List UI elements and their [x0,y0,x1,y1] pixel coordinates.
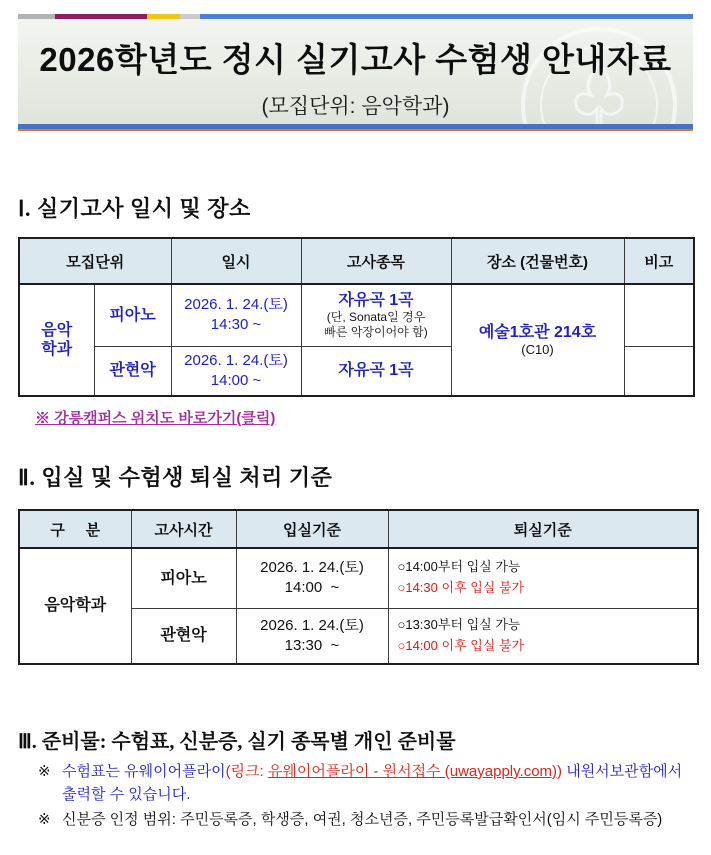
campus-map-link[interactable]: ※ 강릉캠퍼스 위치도 바로가기(클릭) [35,410,276,427]
note-cell-orchestra [624,346,694,396]
section2-heading: Ⅱ. 입실 및 수험생 퇴실 처리 기준 [18,465,333,490]
dept-cell2: 음악학과 [19,548,131,664]
page-title: 2026학년도 정시 실기고사 수험생 안내자료 [39,41,672,78]
venue-cell: 예술1호관 214호 (C10) [451,284,624,396]
id-card-note [38,809,703,832]
datetime-cell-orchestra: 2026. 1. 24.(토) 14:00 ~ [171,346,301,396]
col-header-exit-rule: 퇴실기준 [388,510,698,548]
admission-ticket-note [38,761,698,806]
col-header-dept: 모집단위 [19,238,171,284]
rules-cell-piano: ○14:00부터 입실 가능 ○14:30 이후 입실 불가 [388,548,698,608]
banner-bottom-rule-orange [18,129,693,131]
note-cell-piano [624,284,694,346]
section1-heading: Ⅰ. 실기고사 일시 및 장소 [18,196,251,221]
rules-cell-orchestra: ○13:30부터 입실 가능 ○14:00 이후 입실 불가 [388,608,698,664]
exam-time-cell-piano: 2026. 1. 24.(토) 14:00 ~ [236,548,388,608]
datetime-cell-piano: 2026. 1. 24.(토) 14:30 ~ [171,284,301,346]
col-header-exam-time: 고사시간 [131,510,236,548]
track-cell2-orchestra: 관현악 [131,608,236,664]
exam-time-cell-orchestra: 2026. 1. 24.(토) 13:30 ~ [236,608,388,664]
exam-schedule-table [18,237,695,397]
admission-ticket-note-text: 수험표는 유웨이어플라이(링크: 유웨이어플라이 - 원서접수 (uwayapply.com)) 내원서보관함에서 출력할 수 있습니다. [62,763,683,803]
track-cell-piano: 피아노 [94,284,171,346]
col-header-category: 구 분 [19,510,131,548]
col-header-datetime: 일시 [171,238,301,284]
banner-body [18,19,693,124]
col-header-entry-rule: 입실기준 [236,510,388,548]
track-cell2-piano: 피아노 [131,548,236,608]
header-banner [18,14,693,131]
col-header-venue: 장소 (건물번호) [451,238,624,284]
col-header-note: 비고 [624,238,694,284]
reference-mark: ※ [38,811,51,828]
id-card-note-text: 신분증 인정 범위: 주민등록증, 학생증, 여권, 청소년증, 주민등록발급확인서(임시 주민등록증) [62,811,663,828]
subject-cell-orchestra: 자유곡 1곡 [301,346,451,396]
subject-cell-piano: 자유곡 1곡 (단, Sonata일 경우 빠른 악장이어야 함) [301,284,451,346]
dept-cell: 음악 학과 [19,284,94,396]
entry-exit-rules-table [18,509,699,665]
col-header-subject: 고사종목 [301,238,451,284]
reference-mark: ※ [38,763,51,780]
page-subtitle: (모집단위: 음악학과) [261,95,450,118]
section3-heading: Ⅲ. 준비물: 수험표, 신분증, 실기 종목별 개인 준비물 [18,731,456,753]
track-cell-orchestra: 관현악 [94,346,171,396]
uwayapply-link[interactable]: 유웨이어플라이 - 원서접수 (uwayapply.com) [267,763,558,780]
